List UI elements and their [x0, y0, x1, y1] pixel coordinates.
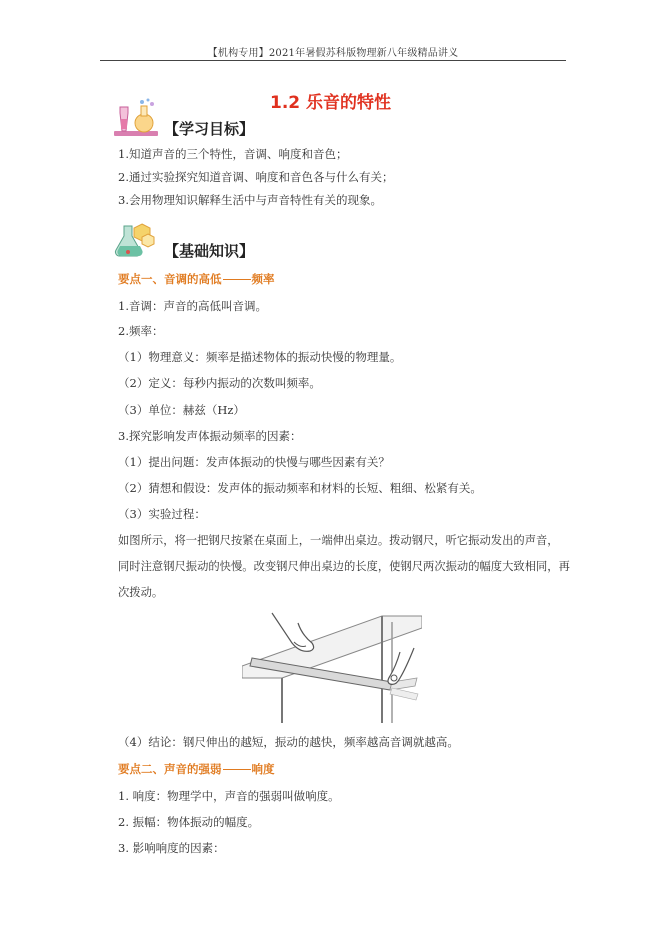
ruler-on-table-illustration	[242, 608, 422, 723]
key-point-1-label: 要点一、音调的高低	[118, 272, 222, 286]
lab-flasks-icon	[112, 97, 160, 139]
conclusion-line: （4）结论：钢尺伸出的越短，振动的越快，频率越高音调就越高。	[118, 735, 459, 749]
body-line: （1）提出问题：发声体振动的快慢与哪些因素有关？	[118, 455, 390, 469]
body-line: （2）定义：每秒内振动的次数叫频率。	[118, 376, 321, 390]
key-point-2-term: 响度	[251, 762, 275, 776]
key-point-2-dash	[223, 769, 251, 770]
learning-goals-heading: 【学习目标】	[164, 120, 255, 138]
body-line: （2）猜想和假设：发声体的振动频率和材料的长短、粗细、松紧有关。	[118, 481, 482, 495]
body-line: 1.音调：声音的高低叫音调。	[118, 299, 267, 313]
body-line: 3. 影响响度的因素：	[118, 841, 225, 855]
key-point-2-label: 要点二、声音的强弱	[118, 762, 222, 776]
paragraph-line: 同时注意钢尺振动的快慢。改变钢尺伸出桌边的长度，使钢尺两次振动的幅度大致相同，再	[118, 560, 570, 573]
body-line: 2. 振幅：物体振动的幅度。	[118, 815, 260, 829]
body-line: （1）物理意义：频率是描述物体的振动快慢的物理量。	[118, 350, 402, 364]
key-point-1-dash	[223, 279, 251, 280]
paragraph-line: 如图所示，将一把钢尺按紧在桌面上，一端伸出桌边。拨动钢尺，听它振动发出的声音，	[118, 534, 559, 547]
key-point-1	[118, 271, 275, 287]
body-line: 1. 响度：物理学中，声音的强弱叫做响度。	[118, 789, 340, 803]
chemistry-flask-icon	[112, 220, 158, 260]
body-line: 2.频率：	[118, 324, 164, 338]
goal-item: 2.通过实验探究知道音调、响度和音色各与什么有关；	[118, 170, 394, 184]
key-point-1-term: 频率	[251, 272, 275, 286]
body-line: （3）单位：赫兹（Hz）	[118, 403, 245, 417]
key-point-2	[118, 761, 275, 777]
page-title: 1.2 乐音的特性	[270, 93, 392, 113]
page-header: 【机构专用】2021年暑假苏科版物理新八年级精品讲义	[207, 48, 459, 59]
basic-knowledge-heading: 【基础知识】	[164, 242, 255, 260]
paragraph-line: 次拨动。	[118, 586, 164, 599]
goal-item: 1.知道声音的三个特性，音调、响度和音色；	[118, 147, 348, 161]
goal-item: 3.会用物理知识解释生活中与声音特性有关的现象。	[118, 193, 382, 207]
body-line: （3）实验过程：	[118, 507, 206, 521]
header-rule	[100, 60, 566, 61]
body-line: 3.探究影响发声体振动频率的因素：	[118, 429, 302, 443]
